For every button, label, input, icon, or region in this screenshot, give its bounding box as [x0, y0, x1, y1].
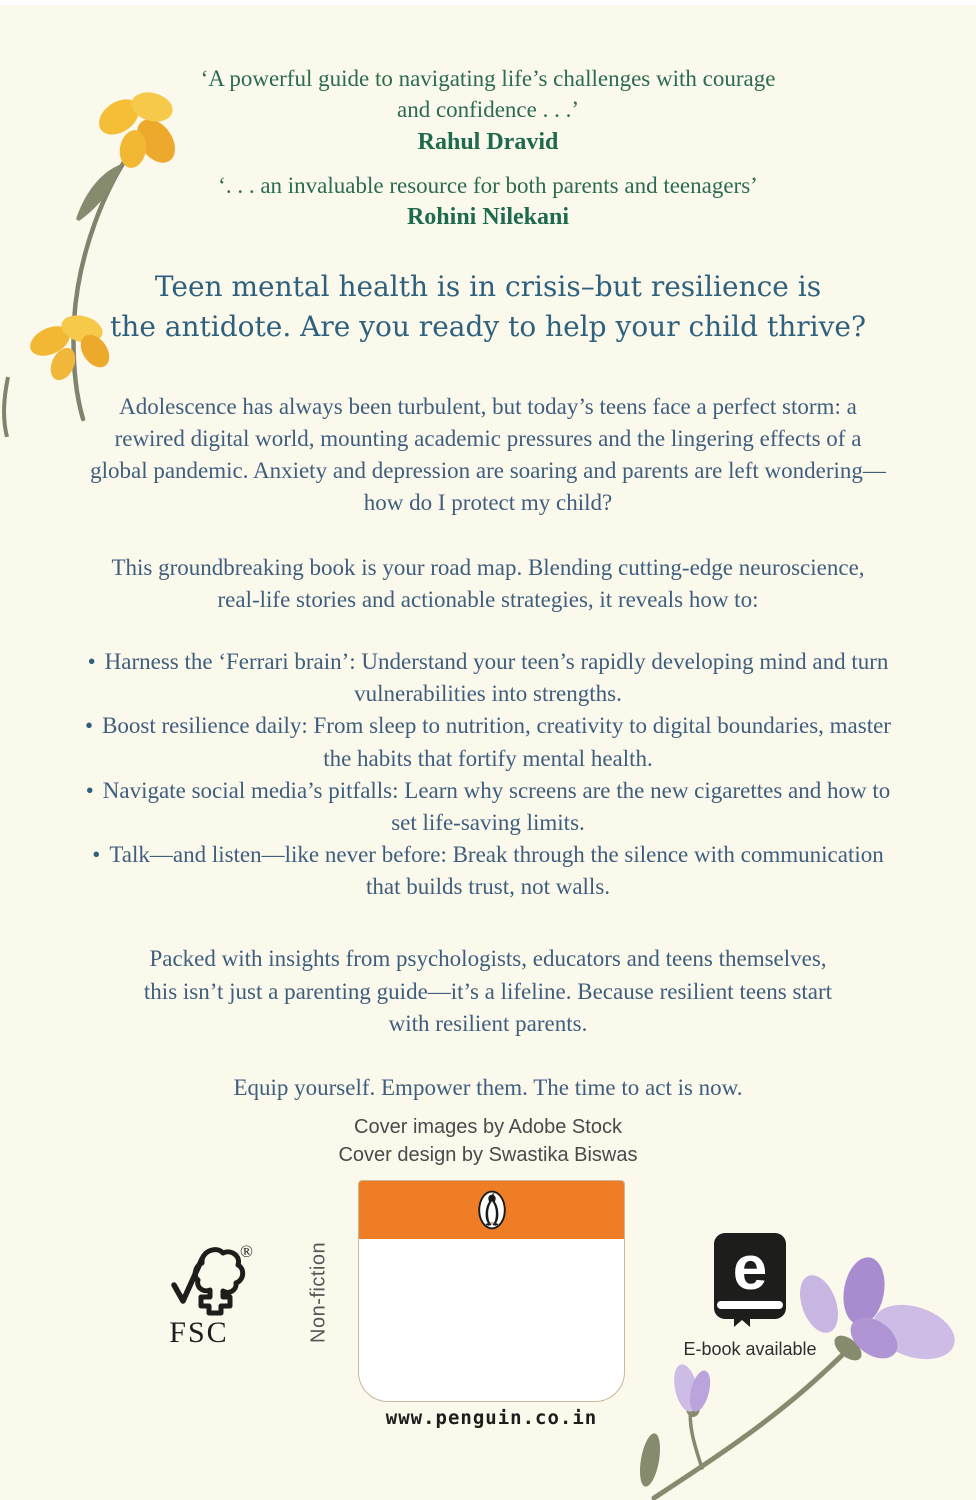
endorsement-quote-1 [0, 63, 976, 156]
credit-design: Cover design by Swastika Biswas [338, 1144, 638, 1166]
fsc-tree-icon [166, 1239, 258, 1351]
publisher-box [358, 1180, 625, 1402]
quote-text: ‘. . . an invaluable resource for both parents and teenagers’ [218, 172, 758, 198]
quote-author: Rohini Nilekani [406, 203, 570, 230]
headline-line-1: Teen mental health is in crisis–but resilience is [154, 269, 822, 303]
registered-mark: ® [240, 1242, 253, 1261]
bullet-list [83, 646, 893, 904]
bullet-text: Boost resilience daily: From sleep to nutrition, creativity to digital boundaries, master the habits that fortify mental health. [102, 713, 891, 771]
bullet-dot-icon: • [92, 842, 101, 868]
quote-text: ‘A powerful guide to navigating life’s challenges with courage and confidence . . .’ [200, 66, 776, 123]
publisher-box-header [359, 1181, 624, 1239]
bullet-text: Harness the ‘Ferrari brain’: Understand your teen’s rapidly developing mind and turn vulnerabilities into strengths. [104, 648, 889, 707]
headline [68, 267, 908, 347]
bullet-item [83, 710, 893, 774]
ebook-icon [712, 1231, 788, 1327]
bullet-item [83, 839, 893, 903]
bullet-item [83, 646, 893, 710]
bullet-text: Navigate social media’s pitfalls: Learn why screens are the new cigarettes and how to set life-saving limits. [102, 777, 891, 835]
bullet-text: Talk—and listen—like never before: Break through the silence with communication that builds trust, not walls. [109, 842, 884, 900]
intro-paragraph-2: This groundbreaking book is your road map. Blending cutting-edge neuroscience, real-life stories and actionable strategies, it reveals how to: [111, 554, 865, 612]
credit-images: Cover images by Adobe Stock [354, 1116, 622, 1138]
fsc-certification-badge [166, 1239, 258, 1356]
bullet-item [83, 775, 893, 839]
cover-credits [0, 1113, 976, 1169]
back-cover-copy [0, 5, 976, 1104]
quote-author: Rahul Dravid [417, 128, 559, 155]
headline-line-2: the antidote. Are you ready to help your child thrive? [110, 309, 866, 343]
call-to-action: Equip yourself. Empower them. The time to act is now. [233, 1075, 743, 1101]
ebook-letter: e [732, 1234, 768, 1303]
outro-paragraph: Packed with insights from psychologists, educators and teens themselves, this isn’t just a parenting guide—it’s a lifeline. Because resilient teens start with resilient parents. [143, 946, 833, 1036]
intro-paragraph-1: Adolescence has always been turbulent, but today’s teens face a perfect storm: a rewired digital world, mounting academic pressures and the lingering effects of a global pandemic. Anxiety and depression are soaring and parents are left wondering—how do I protect my child? [90, 393, 886, 516]
bullet-dot-icon: • [85, 713, 94, 739]
bullet-dot-icon: • [85, 777, 94, 803]
publisher-website: www.penguin.co.in [385, 1407, 598, 1429]
ebook-label: E-book available [683, 1339, 817, 1359]
penguin-logo-icon [476, 1187, 508, 1233]
bullet-dot-icon: • [87, 648, 96, 674]
fsc-label: FSC [169, 1316, 229, 1349]
endorsement-quote-2 [0, 170, 976, 231]
ebook-badge [682, 1231, 818, 1360]
category-label: Non-fiction [307, 1241, 330, 1343]
